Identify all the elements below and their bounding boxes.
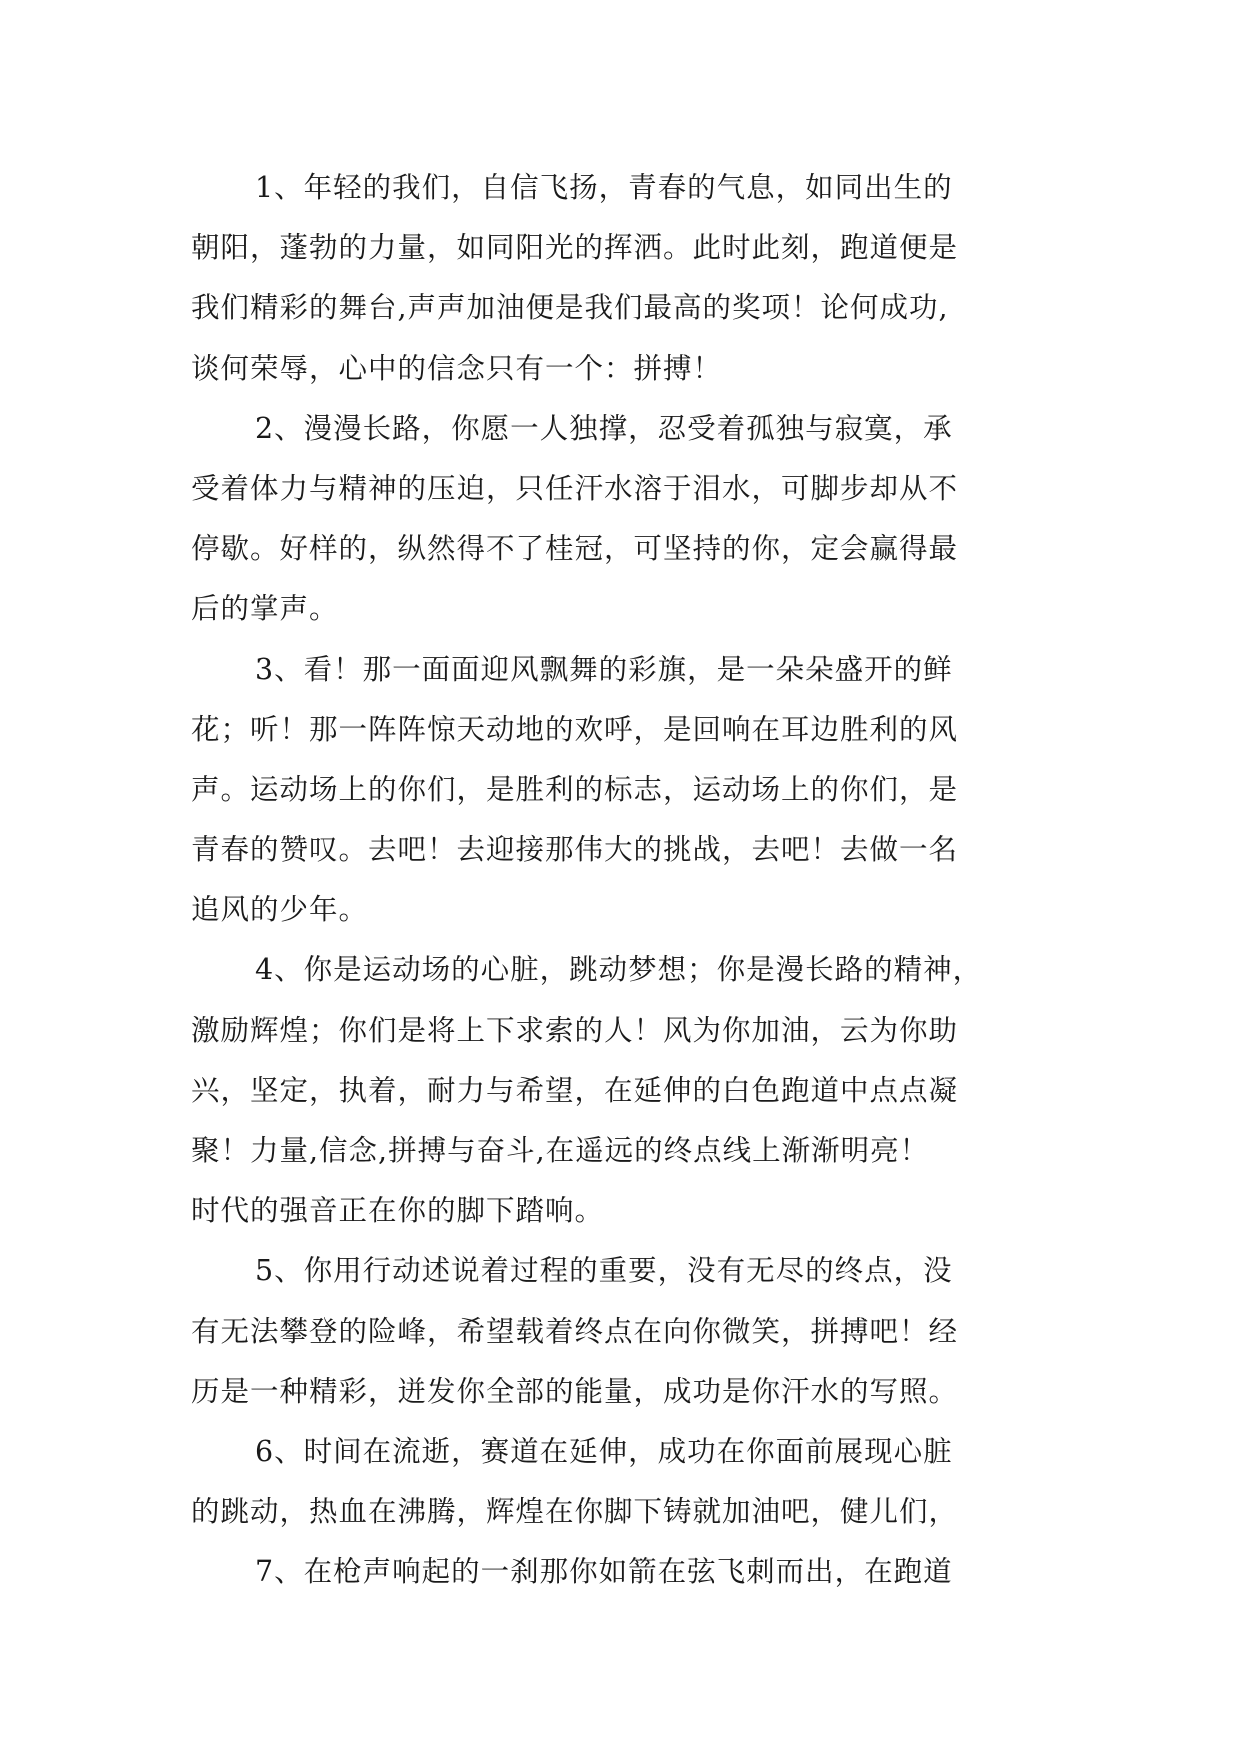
text-line: 后的掌声。 [191, 592, 339, 626]
text-line: 有无法攀登的险峰，希望载着终点在向你微笑，拼搏吧！经 [191, 1314, 959, 1348]
text-line: 激励辉煌；你们是将上下求索的人！风为你加油，云为你助 [191, 1013, 959, 1047]
text-line: 6、时间在流逝，赛道在延伸，成功在你面前展现心脏 [255, 1434, 953, 1468]
text-line: 5、你用行动述说着过程的重要，没有无尽的终点，没 [255, 1254, 953, 1288]
text-line: 停歇。好样的，纵然得不了桂冠，可坚持的你，定会赢得最 [191, 532, 959, 566]
paragraph-2 [191, 399, 1091, 640]
document-body [191, 158, 1091, 1603]
paragraph-5 [191, 1241, 1091, 1422]
text-line: 我们精彩的舞台,声声加油便是我们最高的奖项！论何成功, [191, 291, 949, 325]
text-line: 朝阳，蓬勃的力量，如同阳光的挥洒。此时此刻，跑道便是 [191, 231, 959, 265]
text-line: 2、漫漫长路，你愿一人独撑，忍受着孤独与寂寞，承 [255, 411, 953, 445]
text-line: 兴，坚定，执着，耐力与希望，在延伸的白色跑道中点点凝 [191, 1073, 959, 1107]
text-line: 历是一种精彩，迸发你全部的能量，成功是你汗水的写照。 [191, 1374, 959, 1408]
text-line: 谈何荣辱，心中的信念只有一个：拼搏！ [191, 351, 723, 385]
text-line: 的跳动，热血在沸腾，辉煌在你脚下铸就加油吧，健儿们， [191, 1495, 959, 1529]
text-line: 受着体力与精神的压迫，只任汗水溶于泪水，可脚步却从不 [191, 471, 959, 505]
text-line: 时代的强音正在你的脚下踏响。 [191, 1194, 605, 1228]
text-line: 追风的少年。 [191, 893, 369, 927]
paragraph-1 [191, 158, 1091, 399]
text-line: 花；听！那一阵阵惊天动地的欢呼，是回响在耳边胜利的风 [191, 712, 959, 746]
paragraph-6 [191, 1422, 1091, 1542]
text-line: 聚！力量,信念,拼搏与奋斗,在遥远的终点线上渐渐明亮！ [191, 1134, 930, 1167]
text-line: 声。运动场上的你们，是胜利的标志，运动场上的你们，是 [191, 772, 959, 806]
text-line: 3、看！那一面面迎风飘舞的彩旗，是一朵朵盛开的鲜 [255, 652, 953, 686]
paragraph-3 [191, 640, 1091, 941]
text-line: 4、你是运动场的心脏，跳动梦想；你是漫长路的精神， [255, 953, 983, 987]
paragraph-7 [191, 1542, 1091, 1602]
text-line: 7、在枪声响起的一刹那你如箭在弦飞刺而出，在跑道 [255, 1555, 953, 1589]
paragraph-4 [191, 940, 1091, 1241]
text-line: 青春的赞叹。去吧！去迎接那伟大的挑战，去吧！去做一名 [191, 833, 959, 867]
text-line: 1、年轻的我们，自信飞扬，青春的气息，如同出生的 [255, 171, 953, 204]
